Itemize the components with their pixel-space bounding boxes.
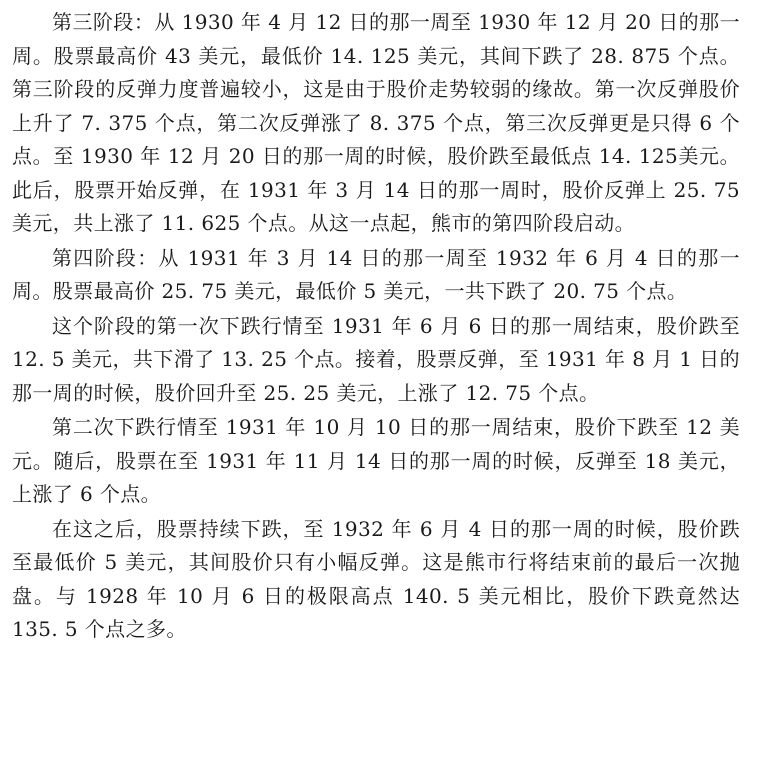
paragraph-stage-three: 第三阶段：从 1930 年 4 月 12 日的那一周至 1930 年 12 月 20 日的那一周。股票最高价 43 美元，最低价 14. 125 美元，其间下跌了 28. 875 个点。第三阶段的反弹力度普遍较小，这是由于股价走势较弱的缘故。第一次反弹股价上升了 7. 375 个点，第二次反弹涨了 8. 375 个点，第三次反弹更是只得 6 个点。至 1930 年 12 月 20 日的那一周的时候，股价跌至最低点 14. 125美元。此后，股票开始反弹，在 1931 年 3 月 14 日的那一周时，股价反弹上 25. 75 美元，共上涨了 11. 625 个点。从这一点起，熊市的第四阶段启动。: [12, 10, 740, 235]
paragraph-second-decline: 第二次下跌行情至 1931 年 10 月 10 日的那一周结束，股价下跌至 12 美元。随后，股票在至 1931 年 11 月 14 日的那一周的时候，反弹至 18 美元，上涨了 6 个点。: [12, 415, 740, 506]
paragraph-first-decline: 这个阶段的第一次下跌行情至 1931 年 6 月 6 日的那一周结束，股价跌至 12. 5 美元，共下滑了 13. 25 个点。接着，股票反弹，至 1931 年 8 月 1 日的那一周的时候，股价回升至 25. 25 美元，上涨了 12. 75 个点。: [12, 313, 740, 405]
paragraph-final-selloff: 在这之后，股票持续下跌，至 1932 年 6 月 4 日的那一周的时候，股价跌至最低价 5 美元，其间股价只有小幅反弹。这是熊市行将结束前的最后一次抛盘。与 1928 年 10 月 6 日的极限高点 140. 5 美元相比，股价下跌竟然达 135. 5 个点之多。: [12, 516, 740, 641]
paragraph-stage-four: 第四阶段：从 1931 年 3 月 14 日的那一周至 1932 年 6 月 4 日的那一周。股票最高价 25. 75 美元，最低价 5 美元，一共下跌了 20. 75 个点。: [12, 245, 740, 303]
